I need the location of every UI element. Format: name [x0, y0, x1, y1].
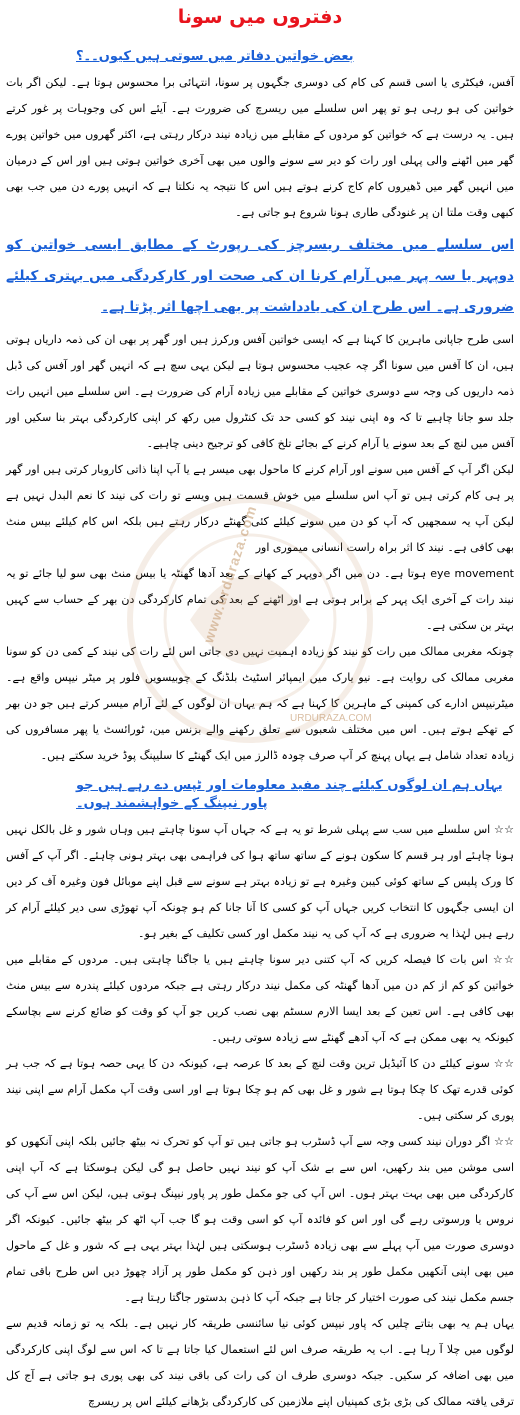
- closing-paragraph: یہاں ہم یہ بھی بتاتے چلیں کہ پاور نیپس کوئی نیا سائنسی طریقہ کار نہیں ہے۔ بلکہ یہ تو زمانہ قدیم سے لوگوں میں چلا آ رہا ہے۔ اب یہ طریقہ صرف اس لئے استعمال کیا جاتا ہے تا کہ اس سے لوگ اپنی کارکردگی میں بھی اضافہ کر سکیں۔ جبکہ دوسری طرف ان کی رات کی باقی نیند کی بھی پوری ہو جاتی ہے آج کل ترقی یافتہ ممالک کی بڑی بڑی کمپنیاں اپنے ملازمین کی کارکردگی بڑھانے کیلئے اس پر ریسرچ: [6, 1317, 514, 1408]
- tip-paragraph: ☆☆ اس بات کا فیصلہ کریں کہ آپ کتنی دیر سونا چاہتے ہیں یا جاگنا چاہتی ہیں۔ مردوں کے مقابلے میں خواتین کو کم از کم دن میں آدھا گھنٹہ کی مکمل نیند درکار رہتی ہے جبکہ مردوں کیلئے پندرہ سے بیس منٹ بھی کافی ہے۔ اس تعین کے بعد ایسا الارم سسٹم بھی نصب کریں جو آپ کو وقت کو ضائع کرنے سے بچاسکے کیونکہ یہ بھی ممکن ہے کہ آپ آدھے گھنٹے سے زیادہ سوتی رہیں۔: [6, 953, 514, 1044]
- body-paragraph: اسی طرح جاپانی ماہرین کا کہنا ہے کہ ایسی خواتین آفس ورکرز ہیں اور گھر پر بھی ان کی ذمہ داریاں ہوتی ہیں، ان کا آفس میں سونا اگر چہ عجیب محسوس ہوتا ہے لیکن یہی سچ ہے کہ انہیں گھر اور آفس کی ڈبل ذمہ داریوں کی وجہ سے دوسری خواتین کے مقابلے میں زیادہ آرام کی ضرورت ہے۔ اس سلسلے میں انہیں رات جلد سو جانا چاہیے تا کہ وہ اپنی نیند کو کسی حد تک کنٹرول میں رکھ کر اپنی کارکردگی بہتر بنا سکیں اور آفس میں لنچ کے بعد سونے یا آرام کرنے کے بجائے تلخ کافی کو ترجیح دینی چاہیے۔: [6, 333, 514, 450]
- article-title: دفتروں میں سونا: [177, 6, 343, 28]
- body-paragraph: لیکن اگر آپ کے آفس میں سونے اور آرام کرنے کا ماحول بھی میسر ہے یا آپ اپنا ذاتی کاروبار کرتی ہیں اور گھر پر ہی کام کرتی ہیں تو آپ اس سلسلے میں خوش قسمت ہیں ویسے تو رات کی نیند کا نعم البدل نہیں ہے لیکن آپ یہ سمجھیں کہ آپ کو دن میں سونے کیلئے کئی گھنٹے درکار رہتے ہیں بلکہ اس کام کیلئے بیس منٹ بھی کافی ہے۔ نیند کا اثر براہ راست انسانی میموری اور: [6, 463, 514, 554]
- tip-paragraph: ☆☆ اگر دوران نیند کسی وجہ سے آپ ڈسٹرب ہو جاتی ہیں تو آپ کو تحرک نہ بیٹھ جائیں بلکہ اپنی آنکھوں کو اسی موشن میں بند رکھیں، اس سے بے شک آپ کو نیند نہیں حاصل ہو گی لیکن ہوسکتا ہے کہ آپ اپنی کارکردگی میں بھی بہت بہتر ہوں۔ اس آپ کی جو مکمل طور پر پاور نیپنگ ہوتی ہیں، لیکن اس سے آپ کی نروس یا ورسوتی رہے گی اور اس کو فائدہ آپ کو اسی وقت ہو گا جب آپ اٹھ کر بیٹھ جائیں۔ کیونکہ اگر دوسری صورت میں آپ پہلے سے بھی زیادہ ڈسٹرب ہوسکتی ہیں لہٰذا بہتر یہی ہے کہ شور و غل کے ماحول میں بھی اپنی آنکھیں مکمل طور پر بند رکھیں اور ذہن کو مکمل طور پر آزاد چھوڑ دیں اس طرح باقی تمام جسم مکمل نیند کی صورت اختیار کر جاتا ہے جبکہ آپ کا ذہن بدستور جاگتا رہتا ہے۔: [6, 1135, 514, 1304]
- section1-heading: بعض خواتین دفاتر میں سوتی ہیں کیوں۔۔؟: [76, 49, 354, 64]
- watermark-site-label: URDURAZA.COM: [290, 713, 372, 724]
- body-paragraph: چونکہ مغربی ممالک میں رات کو نیند کو زیادہ اہمیت نہیں دی جاتی اس لئے رات کی نیند کے کمی دن کو سونا مغربی ممالک کی روایت ہے۔ نیو یارک میں ایمپائر اسٹیٹ بلڈنگ کے چوبیسویں فلور پر میٹر نیپس واقع ہے۔ میٹرنیپس ادارے کی کمپنی کے ماہرین کا کہنا ہے کہ ہم یہاں ان لوگوں کے لئے آرام میسر کرتے ہیں جو دن بھر کے تھکے ہوتے ہیں۔ اس میں مختلف شعبوں سے تعلق رکھنے والے بزنس مین، ٹورائسٹ یا پھر مسافروں کی زیادہ تعداد شامل ہے یہاں پہنچ کر آپ صرف چودہ ڈالرز میں ایک گھنٹے کا سلیپنگ پوڈ خرید سکتے ہیں۔: [6, 645, 514, 762]
- body-paragraph: eye movement ہوتا ہے۔ دن میں اگر دوپہر کے کھانے کے بعد آدھا گھنٹہ یا بیس منٹ بھی سو لیا جائے تو یہ نیند رات کے آخری ایک پہر کے برابر ہوتی ہے اور اٹھنے کے بعد کی تمام کارکردگی دن بھر کے حساب سے کہیں بہتر بن سکتی ہے۔: [6, 567, 514, 632]
- section2-heading: یہاں ہم ان لوگوں کیلئے چند مفید معلومات اور ٹپس دے رہے ہیں جو پاور نیپنگ کے خواہشمند ہوں۔: [76, 778, 503, 811]
- highlight-paragraph: اس سلسلے میں مختلف ریسرچز کی رپورٹ کے مطابق ایسی خواتین کو دوپہر یا سہ پہر میں آرام کرنا ان کی صحت اور کارکردگی میں بہتری کیلئے ضروری ہے۔ اس طرح ان کی یادداشت پر بھی اچھا اثر پڑتا ہے۔: [6, 237, 514, 315]
- section1-paragraph: آفس، فیکٹری یا اسی قسم کی کام کی دوسری جگہوں پر سونا، انتہائی برا محسوس ہوتا ہے۔ لیکن اگر بات خواتین کی ہو رہی ہو تو پھر اس سلسلے میں ریسرچ کی ضرورت ہے۔ آیئے اس کی وجوہات پر غور کرتے ہیں۔ یہ درست ہے کہ خواتین کو مردوں کے مقابلے میں زیادہ نیند درکار رہتی ہے، اکثر گھروں میں خواتین پورے گھر میں اٹھنے والی پہلی اور رات کو دیر سے سونے والوں میں بھی آخری خواتین ہوتی ہیں اور اس کے درمیان میں انہیں گھر میں ڈھیروں کام کاج کرنے ہوتے ہیں اس کا نتیجہ یہ نکلتا ہے کہ انہیں پورے دن میں جب بھی کبھی وقت ملتا ان پر غنودگی طاری ہونا شروع ہو جاتی ہے۔: [6, 76, 514, 219]
- watermark-site-vertical: www.urduraza.com: [200, 503, 260, 645]
- tip-paragraph: ☆☆ اس سلسلے میں سب سے پہلی شرط تو یہ ہے کہ جہاں آپ سونا چاہتے ہیں وہاں شور و غل بالکل نہیں ہونا چاہئے اور ہر قسم کا سکون ہونے کے ساتھ ساتھ ہوا کی فراہمی بھی بہتر ہونی چاہئے۔ اگر آپ کے آفس کا ورک پلیس کے ساتھ کوئی کیبن وغیرہ ہے تو زیادہ بہتر ہے سونے سے قبل اپنے موبائل فون وغیرہ آف کر دیں ان ایسی جگہوں کا انتخاب کریں جہاں آپ کو کسی کا آنا جانا کم ہو چونکہ آپ تھوڑی سی دیر کیلئے آرام کر رہے ہیں لہٰذا یہ ضروری ہے کہ آپ کی یہ نیند مکمل اور کسی تکلیف کے بغیر ہو۔: [6, 823, 514, 940]
- tip-paragraph: ☆☆ سونے کیلئے دن کا آئیڈیل ترین وقت لنچ کے بعد کا عرصہ ہے، کیونکہ دن کا یہی حصہ ہوتا ہے کہ جب ہر کوئی قدرے تھک کا چکا ہوتا ہے شور و غل بھی کم ہو چکا ہوتا ہے اور اسی وقت آپ مکمل آرام سے اپنی نیند پوری کر سکتی ہیں۔: [6, 1057, 514, 1122]
